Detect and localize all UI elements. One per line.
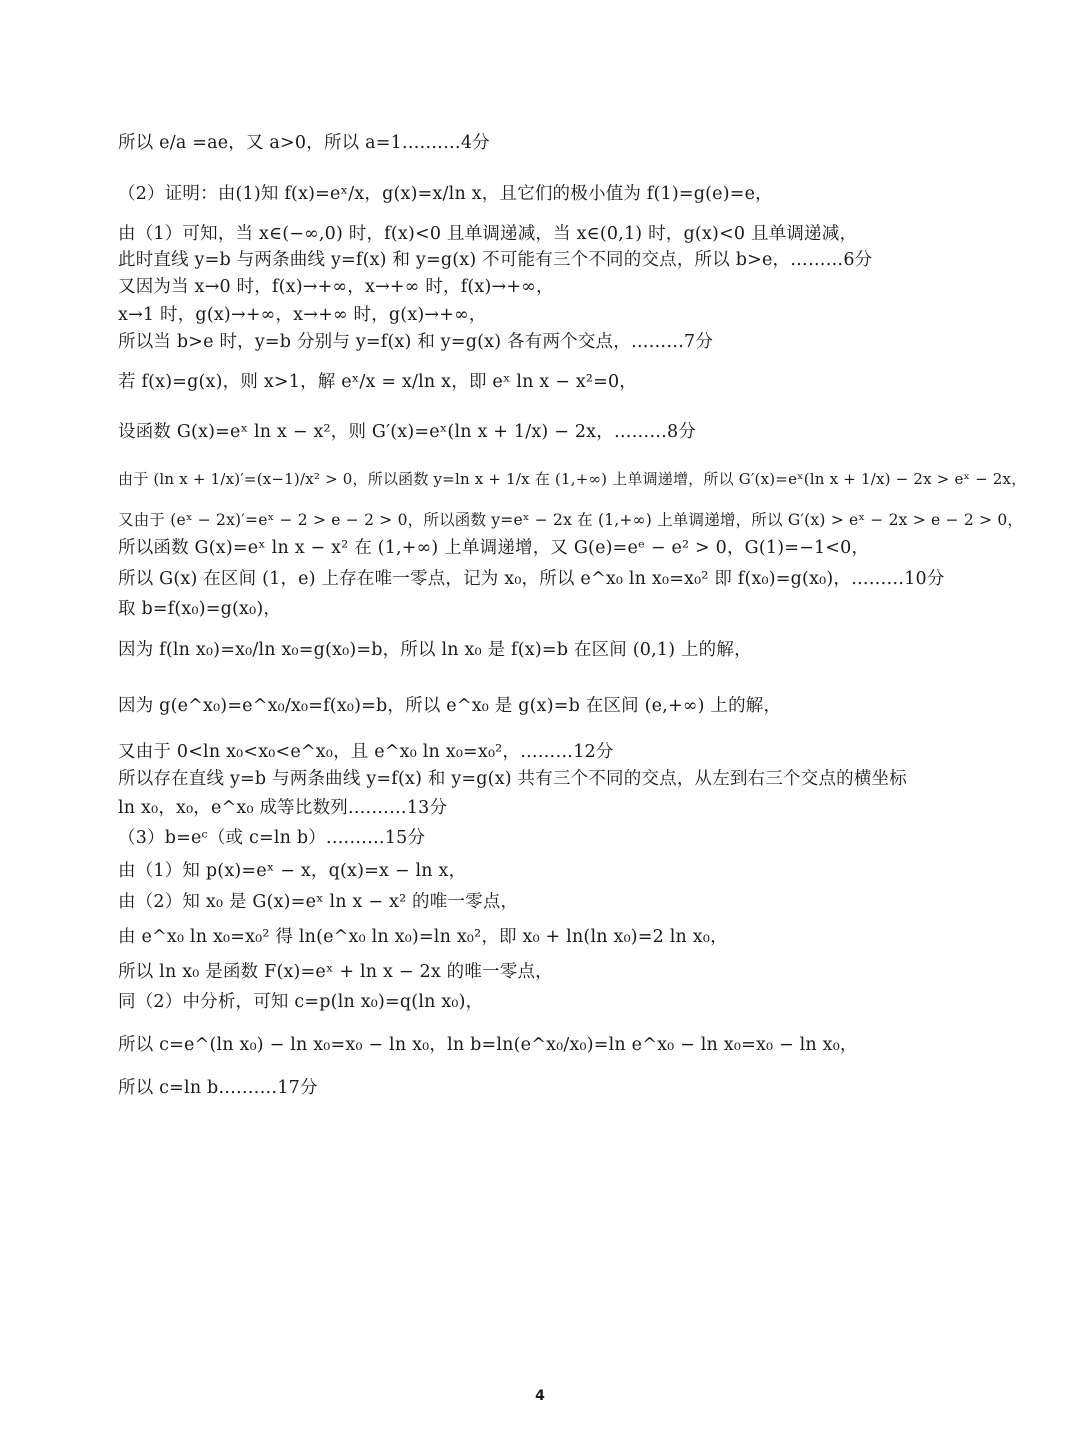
solution-line-25: 同（2）中分析，可知 c=p(ln x₀)=q(ln x₀)， <box>118 992 484 1012</box>
solution-line-6: x→1 时，g(x)→+∞，x→+∞ 时，g(x)→+∞， <box>118 305 487 325</box>
solution-line-22: 由（2）知 x₀ 是 G(x)=eˣ ln x − x² 的唯一零点， <box>118 892 519 912</box>
solution-line-11: 又由于 (eˣ − 2x)′=eˣ − 2 > e − 2 > 0，所以函数 y=eˣ − 2x 在 (1,+∞) 上单调递增，所以 G′(x) > eˣ − 2x > e − 2 > 0， <box>118 511 1024 529</box>
solution-line-23: 由 e^x₀ ln x₀=x₀² 得 ln(e^x₀ ln x₀)=ln x₀²，即 x₀ + ln(ln x₀)=2 ln x₀， <box>118 927 728 947</box>
solution-line-9: 设函数 G(x)=eˣ ln x − x²，则 G′(x)=eˣ(ln x + 1/x) − 2x，………8分 <box>118 422 697 442</box>
solution-line-24: 所以 ln x₀ 是函数 F(x)=eˣ + ln x − 2x 的唯一零点， <box>118 962 553 982</box>
solution-line-2: （2）证明：由(1)知 f(x)=eˣ/x，g(x)=x/ln x，且它们的极小值为 f(1)=g(e)=e， <box>118 184 773 204</box>
solution-line-10: 由于 (ln x + 1/x)′=(x−1)/x² > 0，所以函数 y=ln x + 1/x 在 (1,+∞) 上单调递增，所以 G′(x)=eˣ(ln x + 1/x) − 2x > eˣ − 2x， <box>118 470 1027 488</box>
solution-line-7: 所以当 b>e 时，y=b 分别与 y=f(x) 和 y=g(x) 各有两个交点，………7分 <box>118 332 714 352</box>
solution-line-5: 又因为当 x→0 时，f(x)→+∞，x→+∞ 时，f(x)→+∞， <box>118 277 554 297</box>
solution-line-18: 所以存在直线 y=b 与两条曲线 y=f(x) 和 y=g(x) 共有三个不同的交点，从左到右三个交点的横坐标 <box>118 769 907 789</box>
solution-line-3: 由（1）可知，当 x∈(−∞,0) 时，f(x)<0 且单调递减，当 x∈(0,1) 时，g(x)<0 且单调递减， <box>118 224 858 244</box>
solution-line-14: 取 b=f(x₀)=g(x₀)， <box>118 599 282 619</box>
solution-line-15: 因为 f(ln x₀)=x₀/ln x₀=g(x₀)=b，所以 ln x₀ 是 f(x)=b 在区间 (0,1) 上的解， <box>118 640 752 660</box>
solution-line-13: 所以 G(x) 在区间 (1，e) 上存在唯一零点，记为 x₀，所以 e^x₀ ln x₀=x₀² 即 f(x₀)=g(x₀)，………10分 <box>118 569 945 589</box>
solution-line-20: （3）b=eᶜ（或 c=ln b）.………15分 <box>118 828 426 848</box>
solution-line-19: ln x₀，x₀，e^x₀ 成等比数列.………13分 <box>118 798 448 818</box>
solution-line-4: 此时直线 y=b 与两条曲线 y=f(x) 和 y=g(x) 不可能有三个不同的交点，所以 b>e，………6分 <box>118 250 873 270</box>
solution-line-12: 所以函数 G(x)=eˣ ln x − x² 在 (1,+∞) 上单调递增，又 G(e)=eᵉ − e² > 0，G(1)=−1<0， <box>118 538 870 558</box>
solution-line-26: 所以 c=e^(ln x₀) − ln x₀=x₀ − ln x₀，ln b=ln(e^x₀/x₀)=ln e^x₀ − ln x₀=x₀ − ln x₀， <box>118 1035 858 1055</box>
solution-line-17: 又由于 0<ln x₀<x₀<e^x₀，且 e^x₀ ln x₀=x₀²，………12分 <box>118 742 614 762</box>
solution-line-1: 所以 e/a =ae，又 a>0，所以 a=1.………4分 <box>118 133 490 153</box>
solution-line-21: 由（1）知 p(x)=eˣ − x，q(x)=x − ln x， <box>118 861 467 881</box>
page-number: 4 <box>535 1388 545 1404</box>
solution-line-8: 若 f(x)=g(x)，则 x>1，解 eˣ/x = x/ln x，即 eˣ ln x − x²=0， <box>118 372 638 392</box>
solution-line-27: 所以 c=ln b.………17分 <box>118 1078 318 1098</box>
solution-line-16: 因为 g(e^x₀)=e^x₀/x₀=f(x₀)=b，所以 e^x₀ 是 g(x)=b 在区间 (e,+∞) 上的解， <box>118 696 782 716</box>
